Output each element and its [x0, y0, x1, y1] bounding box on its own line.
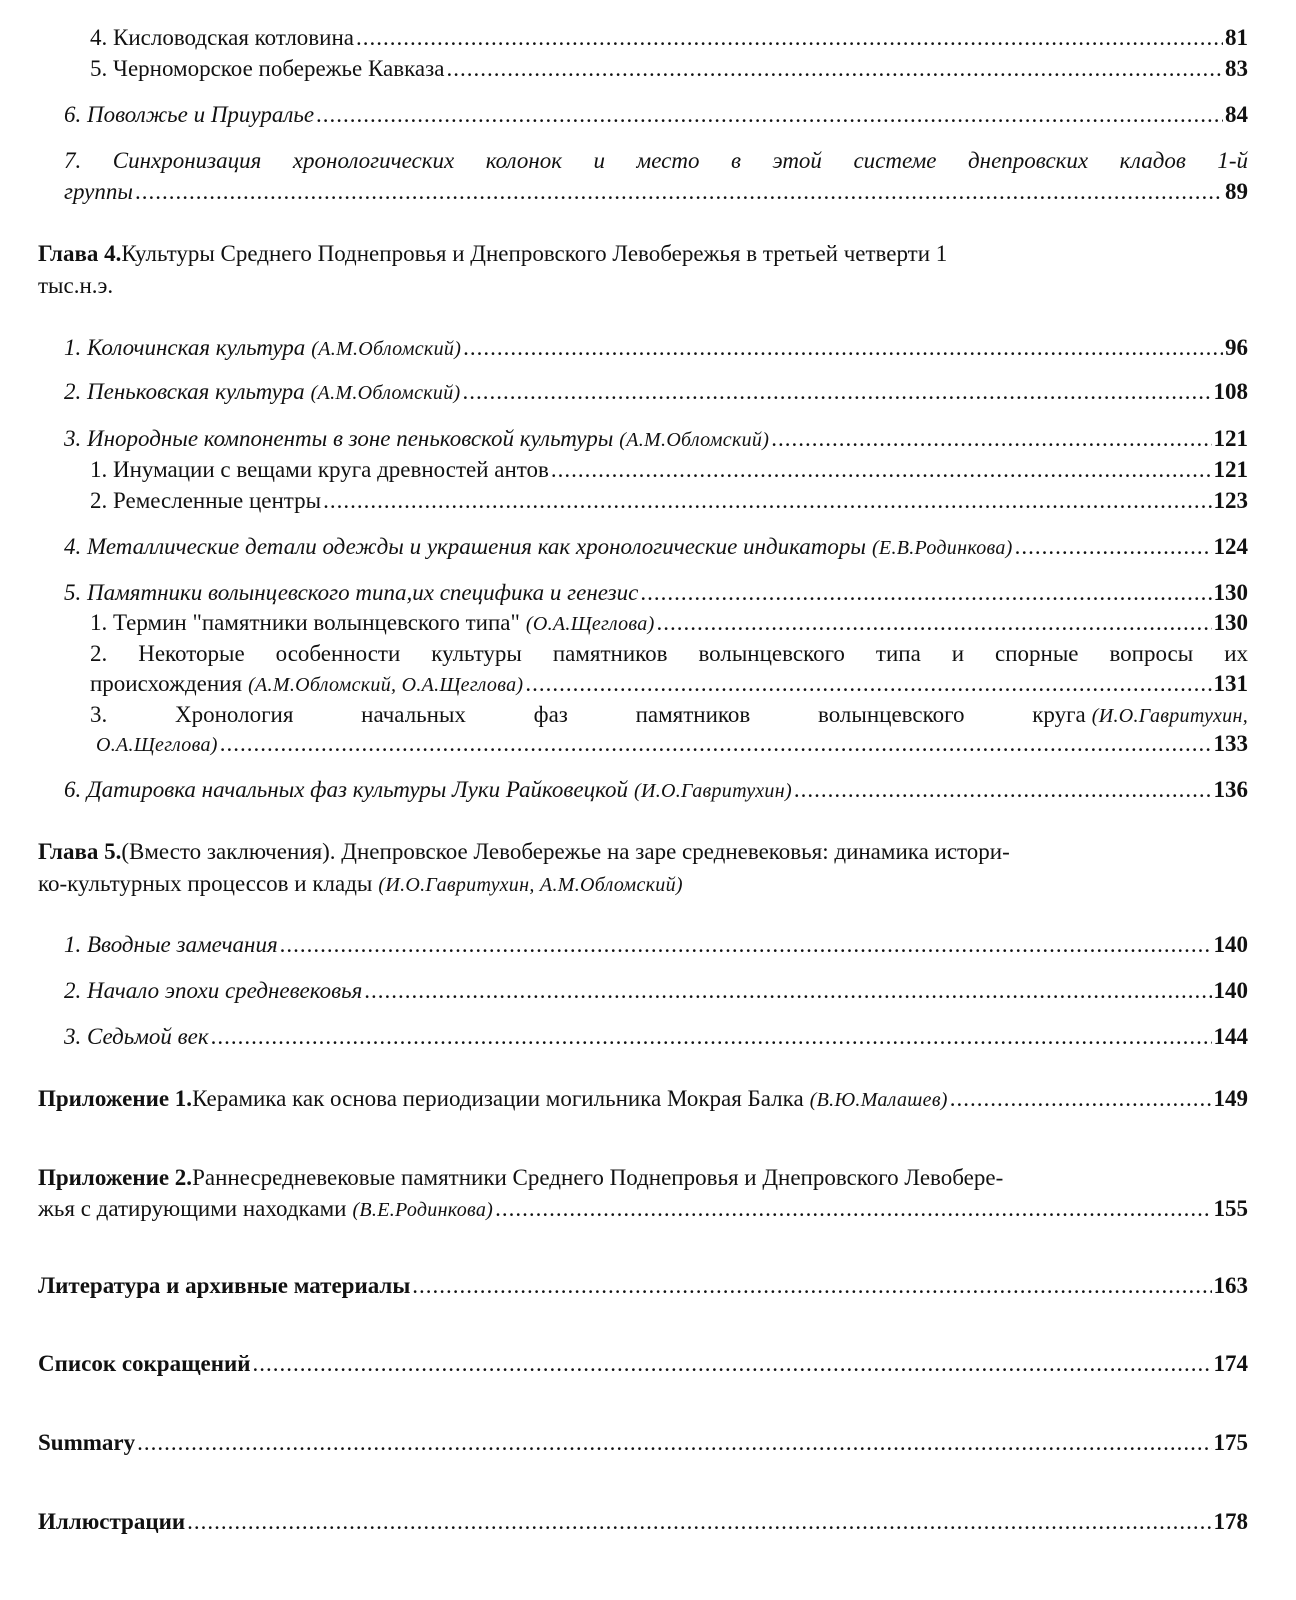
dot-leader [446, 53, 1223, 85]
toc-line [38, 1193, 1248, 1225]
toc-line [90, 699, 1248, 731]
toc-line [38, 1506, 1248, 1538]
toc-line [38, 868, 1248, 900]
toc-line [90, 638, 1248, 670]
toc-title: 3. Инородные компоненты в зоне пеньковской культуры [64, 426, 614, 451]
page-number: 140 [1213, 932, 1248, 957]
toc-author: (И.О.Гавритухин) [633, 780, 792, 802]
toc-line [64, 376, 1248, 408]
toc-line [38, 836, 1248, 868]
dot-leader [187, 1506, 1211, 1538]
page-number: 155 [1213, 1196, 1248, 1221]
toc-line [90, 607, 1248, 639]
toc-label: Глава 5. [38, 839, 122, 864]
toc-author: (А.М.Обломский) [311, 338, 462, 360]
toc-title: Керамика как основа периодизации могильника Мокрая Балка [192, 1086, 804, 1111]
toc-label: Глава 4. [38, 241, 122, 266]
toc-label: Приложение 2. [38, 1165, 193, 1190]
toc-author: (О.А.Щеглова) [525, 613, 655, 635]
page-number: 149 [1213, 1086, 1248, 1111]
toc-title: происхождения [90, 671, 243, 696]
toc-title: 1. Инумации с вещами круга древностей антов [90, 457, 549, 482]
toc-label: Литература и архивные материалы [38, 1273, 411, 1298]
toc-author: (И.О.Гавритухин, [1091, 705, 1248, 727]
page-number: 136 [1213, 777, 1248, 802]
dot-leader [135, 176, 1223, 208]
toc-line [90, 485, 1248, 517]
page-number: 133 [1213, 731, 1248, 756]
page-number: 131 [1213, 671, 1248, 696]
toc-line [64, 1021, 1248, 1053]
toc-title: 2. Ремесленные центры [90, 488, 322, 513]
dot-leader [794, 774, 1212, 806]
dot-leader [551, 454, 1212, 486]
toc-line [38, 1270, 1248, 1302]
dot-leader [323, 485, 1211, 517]
toc-line [64, 423, 1248, 455]
toc-line [38, 1348, 1248, 1380]
dot-leader [364, 975, 1211, 1007]
dot-leader [525, 668, 1211, 700]
toc-author: (А.М.Обломский) [619, 429, 770, 451]
dot-leader [495, 1193, 1211, 1225]
toc-line [90, 53, 1248, 85]
toc-title: 1. Термин "памятники волынцевского типа" [90, 610, 520, 635]
page-number: 175 [1213, 1430, 1248, 1455]
toc-line [64, 176, 1248, 208]
dot-leader [657, 607, 1212, 639]
toc-line [64, 531, 1248, 563]
page-number: 121 [1213, 457, 1248, 482]
dot-leader [950, 1083, 1212, 1115]
toc-line [90, 22, 1248, 54]
toc-author: О.А.Щеглова) [96, 734, 218, 756]
toc-title: 2. Некоторые особенности культуры памятников волынцевского типа и спорные вопросы их [90, 641, 1248, 666]
toc-title: Раннесредневековые памятники Среднего Поднепровья и Днепровского Левобере- [192, 1165, 1004, 1190]
page-number: 121 [1213, 426, 1248, 451]
page-number: 124 [1213, 534, 1248, 559]
toc-line [64, 332, 1248, 364]
page-number: 84 [1225, 102, 1248, 127]
page-number: 174 [1213, 1351, 1248, 1376]
toc-line [64, 774, 1248, 806]
toc-line [90, 668, 1248, 700]
page-number: 83 [1225, 56, 1248, 81]
page-number: 96 [1225, 335, 1248, 360]
page-number: 178 [1213, 1509, 1248, 1534]
toc-author: (Е.В.Родинкова) [871, 537, 1013, 559]
toc-title: 3. Хронология начальных фаз памятников волынцевского круга [90, 702, 1086, 727]
toc-author: (В.Ю.Малашев) [809, 1089, 948, 1111]
dot-leader [316, 99, 1223, 131]
toc-title: 2. Начало эпохи средневековья [64, 978, 363, 1003]
toc-line [64, 975, 1248, 1007]
toc-author: (А.М.Обломский) [310, 382, 461, 404]
page-number: 144 [1213, 1024, 1248, 1049]
toc-title: 1. Вводные замечания [64, 932, 278, 957]
dot-leader [771, 423, 1211, 455]
toc-line [64, 99, 1248, 131]
toc-line [38, 270, 1248, 302]
dot-leader [356, 22, 1223, 54]
dot-leader [252, 1348, 1211, 1380]
toc-title: 2. Пеньковская культура [64, 379, 305, 404]
dot-leader [1015, 531, 1212, 563]
dot-leader [220, 728, 1212, 760]
toc-line [38, 1427, 1248, 1459]
page-number: 89 [1225, 179, 1248, 204]
toc-title: тыс.н.э. [38, 273, 114, 298]
toc-line [38, 1083, 1248, 1115]
toc-author: (В.Е.Родинкова) [352, 1199, 494, 1221]
toc-line [64, 577, 1248, 609]
toc-label: Приложение 1. [38, 1086, 193, 1111]
toc-label: Summary [38, 1430, 136, 1455]
dot-leader [211, 1021, 1212, 1053]
toc-title: 5. Памятники волынцевского типа,их специфика и генезис [64, 580, 639, 605]
toc-title: 5. Черноморское побережье Кавказа [90, 56, 445, 81]
toc-line [90, 728, 1248, 760]
dot-leader [463, 376, 1212, 408]
dot-leader [640, 577, 1211, 609]
toc-title: жья с датирующими находками [38, 1196, 347, 1221]
page-number: 163 [1213, 1273, 1248, 1298]
page-number: 108 [1213, 379, 1248, 404]
toc-title: 6. Датировка начальных фаз культуры Луки Райковецкой [64, 777, 628, 802]
toc-title: 7. Синхронизация хронологических колонок и место в этой системе днепровских кладов 1-й [64, 148, 1248, 173]
toc-title: Культуры Среднего Поднепровья и Днепровского Левобережья в третьей четверти 1 [121, 241, 948, 266]
dot-leader [280, 929, 1212, 961]
toc-label: Иллюстрации [38, 1509, 186, 1534]
toc-title: (Вместо заключения). Днепровское Левобережье на заре средневековья: динамика истори- [121, 839, 1010, 864]
toc-title: 1. Колочинская культура [64, 335, 306, 360]
dot-leader [463, 332, 1223, 364]
toc-line [90, 454, 1248, 486]
toc-line [64, 929, 1248, 961]
toc-title: группы [64, 179, 133, 204]
toc-label: Список сокращений [38, 1351, 251, 1376]
toc-title: 6. Поволжье и Приуралье [64, 102, 315, 127]
toc-line [64, 145, 1248, 177]
toc-title: 4. Металлические детали одежды и украшения как хронологические индикаторы [64, 534, 866, 559]
page-number: 140 [1213, 978, 1248, 1003]
page-number: 130 [1213, 610, 1248, 635]
page-number: 81 [1225, 25, 1248, 50]
toc-title: 4. Кисловодская котловина [90, 25, 354, 50]
toc-title: ко-культурных процессов и клады [38, 871, 373, 896]
toc-line [38, 238, 1248, 270]
page-number: 123 [1213, 488, 1248, 513]
toc-title: 3. Седьмой век [64, 1024, 209, 1049]
toc-author: (А.М.Обломский, О.А.Щеглова) [248, 674, 524, 696]
toc-line [38, 1162, 1248, 1194]
dot-leader [137, 1427, 1211, 1459]
dot-leader [412, 1270, 1211, 1302]
toc-author: (И.О.Гавритухин, А.М.Обломский) [378, 874, 683, 896]
page-number: 130 [1213, 580, 1248, 605]
